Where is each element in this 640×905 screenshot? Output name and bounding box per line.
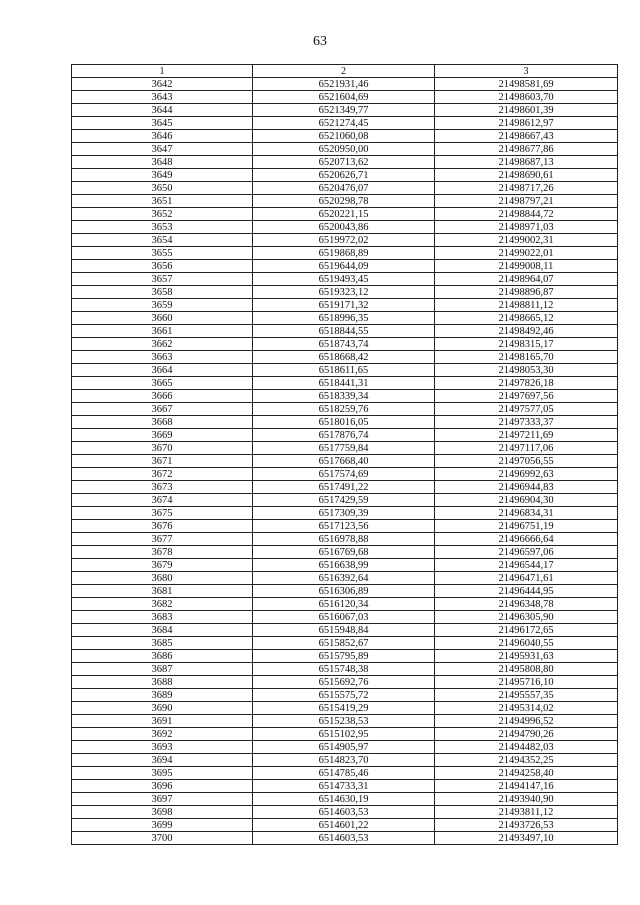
y-coordinate-cell: 21498811,12 bbox=[435, 299, 618, 312]
point-number-cell: 3655 bbox=[72, 247, 253, 260]
table-row bbox=[72, 468, 618, 481]
x-coordinate-cell: 6514603,53 bbox=[253, 806, 435, 819]
x-coordinate-cell: 6516392,64 bbox=[253, 572, 435, 585]
y-coordinate-cell: 21493497,10 bbox=[435, 832, 618, 845]
table-row bbox=[72, 832, 618, 845]
table-row bbox=[72, 806, 618, 819]
y-coordinate-cell: 21498964,07 bbox=[435, 273, 618, 286]
table-row bbox=[72, 143, 618, 156]
y-coordinate-cell: 21498315,17 bbox=[435, 338, 618, 351]
x-coordinate-cell: 6521604,69 bbox=[253, 91, 435, 104]
x-coordinate-cell: 6521349,77 bbox=[253, 104, 435, 117]
y-coordinate-cell: 21495931,63 bbox=[435, 650, 618, 663]
x-coordinate-cell: 6514601,22 bbox=[253, 819, 435, 832]
point-number-cell: 3697 bbox=[72, 793, 253, 806]
x-coordinate-cell: 6521060,08 bbox=[253, 130, 435, 143]
y-coordinate-cell: 21493811,12 bbox=[435, 806, 618, 819]
point-number-cell: 3686 bbox=[72, 650, 253, 663]
table-row bbox=[72, 715, 618, 728]
x-coordinate-cell: 6518668,42 bbox=[253, 351, 435, 364]
x-coordinate-cell: 6520476,07 bbox=[253, 182, 435, 195]
x-coordinate-cell: 6516120,34 bbox=[253, 598, 435, 611]
table-row bbox=[72, 195, 618, 208]
table-row bbox=[72, 429, 618, 442]
table-row bbox=[72, 104, 618, 117]
page-number: 63 bbox=[313, 34, 327, 49]
table-row bbox=[72, 481, 618, 494]
x-coordinate-cell: 6516638,99 bbox=[253, 559, 435, 572]
table-row bbox=[72, 91, 618, 104]
table-row bbox=[72, 312, 618, 325]
y-coordinate-cell: 21497117,06 bbox=[435, 442, 618, 455]
point-number-cell: 3668 bbox=[72, 416, 253, 429]
column-header-1: 1 bbox=[72, 65, 253, 78]
y-coordinate-cell: 21499008,11 bbox=[435, 260, 618, 273]
table-row bbox=[72, 208, 618, 221]
table-row bbox=[72, 364, 618, 377]
x-coordinate-cell: 6519323,12 bbox=[253, 286, 435, 299]
table-row bbox=[72, 78, 618, 91]
point-number-cell: 3648 bbox=[72, 156, 253, 169]
point-number-cell: 3652 bbox=[72, 208, 253, 221]
y-coordinate-cell: 21495314,02 bbox=[435, 702, 618, 715]
point-number-cell: 3671 bbox=[72, 455, 253, 468]
point-number-cell: 3662 bbox=[72, 338, 253, 351]
table-row bbox=[72, 338, 618, 351]
table-row bbox=[72, 299, 618, 312]
table-row bbox=[72, 702, 618, 715]
table-row bbox=[72, 403, 618, 416]
table-row bbox=[72, 663, 618, 676]
table-row bbox=[72, 416, 618, 429]
table-header-row bbox=[72, 65, 618, 78]
x-coordinate-cell: 6517309,39 bbox=[253, 507, 435, 520]
y-coordinate-cell: 21498053,30 bbox=[435, 364, 618, 377]
y-coordinate-cell: 21498581,69 bbox=[435, 78, 618, 91]
x-coordinate-cell: 6518743,74 bbox=[253, 338, 435, 351]
point-number-cell: 3696 bbox=[72, 780, 253, 793]
point-number-cell: 3698 bbox=[72, 806, 253, 819]
point-number-cell: 3687 bbox=[72, 663, 253, 676]
x-coordinate-cell: 6515238,53 bbox=[253, 715, 435, 728]
table-row bbox=[72, 325, 618, 338]
x-coordinate-cell: 6519644,09 bbox=[253, 260, 435, 273]
point-number-cell: 3670 bbox=[72, 442, 253, 455]
x-coordinate-cell: 6515948,84 bbox=[253, 624, 435, 637]
point-number-cell: 3684 bbox=[72, 624, 253, 637]
table-row bbox=[72, 741, 618, 754]
y-coordinate-cell: 21498601,39 bbox=[435, 104, 618, 117]
y-coordinate-cell: 21496904,30 bbox=[435, 494, 618, 507]
x-coordinate-cell: 6515748,38 bbox=[253, 663, 435, 676]
point-number-cell: 3669 bbox=[72, 429, 253, 442]
y-coordinate-cell: 21494996,52 bbox=[435, 715, 618, 728]
x-coordinate-cell: 6514603,53 bbox=[253, 832, 435, 845]
x-coordinate-cell: 6515795,89 bbox=[253, 650, 435, 663]
x-coordinate-cell: 6515575,72 bbox=[253, 689, 435, 702]
point-number-cell: 3674 bbox=[72, 494, 253, 507]
y-coordinate-cell: 21498896,87 bbox=[435, 286, 618, 299]
table-row bbox=[72, 624, 618, 637]
point-number-cell: 3675 bbox=[72, 507, 253, 520]
x-coordinate-cell: 6516978,88 bbox=[253, 533, 435, 546]
table-row bbox=[72, 169, 618, 182]
y-coordinate-cell: 21497211,69 bbox=[435, 429, 618, 442]
point-number-cell: 3645 bbox=[72, 117, 253, 130]
point-number-cell: 3700 bbox=[72, 832, 253, 845]
y-coordinate-cell: 21499002,31 bbox=[435, 234, 618, 247]
table-row bbox=[72, 351, 618, 364]
table-row bbox=[72, 676, 618, 689]
table-row bbox=[72, 182, 618, 195]
x-coordinate-cell: 6518016,05 bbox=[253, 416, 435, 429]
point-number-cell: 3677 bbox=[72, 533, 253, 546]
y-coordinate-cell: 21498612,97 bbox=[435, 117, 618, 130]
x-coordinate-cell: 6518611,65 bbox=[253, 364, 435, 377]
x-coordinate-cell: 6519868,89 bbox=[253, 247, 435, 260]
point-number-cell: 3643 bbox=[72, 91, 253, 104]
x-coordinate-cell: 6520950,00 bbox=[253, 143, 435, 156]
y-coordinate-cell: 21493726,53 bbox=[435, 819, 618, 832]
table-row bbox=[72, 767, 618, 780]
y-coordinate-cell: 21495557,35 bbox=[435, 689, 618, 702]
y-coordinate-cell: 21494790,26 bbox=[435, 728, 618, 741]
y-coordinate-cell: 21498665,12 bbox=[435, 312, 618, 325]
y-coordinate-cell: 21496544,17 bbox=[435, 559, 618, 572]
point-number-cell: 3642 bbox=[72, 78, 253, 91]
table-row bbox=[72, 598, 618, 611]
table-row bbox=[72, 234, 618, 247]
point-number-cell: 3667 bbox=[72, 403, 253, 416]
y-coordinate-cell: 21496666,64 bbox=[435, 533, 618, 546]
table-row bbox=[72, 520, 618, 533]
y-coordinate-cell: 21494147,16 bbox=[435, 780, 618, 793]
point-number-cell: 3676 bbox=[72, 520, 253, 533]
point-number-cell: 3653 bbox=[72, 221, 253, 234]
x-coordinate-cell: 6515692,76 bbox=[253, 676, 435, 689]
table-row bbox=[72, 533, 618, 546]
table-row bbox=[72, 377, 618, 390]
y-coordinate-cell: 21497333,37 bbox=[435, 416, 618, 429]
y-coordinate-cell: 21498492,46 bbox=[435, 325, 618, 338]
y-coordinate-cell: 21496444,95 bbox=[435, 585, 618, 598]
y-coordinate-cell: 21498667,43 bbox=[435, 130, 618, 143]
y-coordinate-cell: 21498603,70 bbox=[435, 91, 618, 104]
point-number-cell: 3666 bbox=[72, 390, 253, 403]
x-coordinate-cell: 6519171,32 bbox=[253, 299, 435, 312]
y-coordinate-cell: 21495716,10 bbox=[435, 676, 618, 689]
table-row bbox=[72, 260, 618, 273]
x-coordinate-cell: 6516769,68 bbox=[253, 546, 435, 559]
point-number-cell: 3657 bbox=[72, 273, 253, 286]
x-coordinate-cell: 6514905,97 bbox=[253, 741, 435, 754]
point-number-cell: 3650 bbox=[72, 182, 253, 195]
x-coordinate-cell: 6520713,62 bbox=[253, 156, 435, 169]
y-coordinate-cell: 21496040,55 bbox=[435, 637, 618, 650]
y-coordinate-cell: 21496751,19 bbox=[435, 520, 618, 533]
y-coordinate-cell: 21496944,83 bbox=[435, 481, 618, 494]
point-number-cell: 3691 bbox=[72, 715, 253, 728]
point-number-cell: 3672 bbox=[72, 468, 253, 481]
point-number-cell: 3680 bbox=[72, 572, 253, 585]
x-coordinate-cell: 6518339,34 bbox=[253, 390, 435, 403]
table-row bbox=[72, 273, 618, 286]
table-row bbox=[72, 650, 618, 663]
table-row bbox=[72, 689, 618, 702]
x-coordinate-cell: 6520298,78 bbox=[253, 195, 435, 208]
table-row bbox=[72, 637, 618, 650]
x-coordinate-cell: 6519493,45 bbox=[253, 273, 435, 286]
table-row bbox=[72, 221, 618, 234]
x-coordinate-cell: 6520221,15 bbox=[253, 208, 435, 221]
point-number-cell: 3660 bbox=[72, 312, 253, 325]
point-number-cell: 3695 bbox=[72, 767, 253, 780]
table-row bbox=[72, 728, 618, 741]
table-row bbox=[72, 546, 618, 559]
coordinates-table bbox=[71, 64, 618, 845]
point-number-cell: 3678 bbox=[72, 546, 253, 559]
point-number-cell: 3663 bbox=[72, 351, 253, 364]
point-number-cell: 3692 bbox=[72, 728, 253, 741]
table-row bbox=[72, 494, 618, 507]
x-coordinate-cell: 6518259,76 bbox=[253, 403, 435, 416]
point-number-cell: 3665 bbox=[72, 377, 253, 390]
y-coordinate-cell: 21498971,03 bbox=[435, 221, 618, 234]
point-number-cell: 3644 bbox=[72, 104, 253, 117]
point-number-cell: 3683 bbox=[72, 611, 253, 624]
point-number-cell: 3673 bbox=[72, 481, 253, 494]
x-coordinate-cell: 6518996,35 bbox=[253, 312, 435, 325]
point-number-cell: 3647 bbox=[72, 143, 253, 156]
point-number-cell: 3681 bbox=[72, 585, 253, 598]
x-coordinate-cell: 6520626,71 bbox=[253, 169, 435, 182]
point-number-cell: 3694 bbox=[72, 754, 253, 767]
table-row bbox=[72, 793, 618, 806]
y-coordinate-cell: 21496348,78 bbox=[435, 598, 618, 611]
table-row bbox=[72, 286, 618, 299]
y-coordinate-cell: 21497826,18 bbox=[435, 377, 618, 390]
point-number-cell: 3679 bbox=[72, 559, 253, 572]
y-coordinate-cell: 21495808,80 bbox=[435, 663, 618, 676]
x-coordinate-cell: 6517876,74 bbox=[253, 429, 435, 442]
table-row bbox=[72, 611, 618, 624]
point-number-cell: 3699 bbox=[72, 819, 253, 832]
y-coordinate-cell: 21498690,61 bbox=[435, 169, 618, 182]
x-coordinate-cell: 6514823,70 bbox=[253, 754, 435, 767]
y-coordinate-cell: 21497697,56 bbox=[435, 390, 618, 403]
table-row bbox=[72, 585, 618, 598]
y-coordinate-cell: 21496471,61 bbox=[435, 572, 618, 585]
table-row bbox=[72, 390, 618, 403]
y-coordinate-cell: 21494352,25 bbox=[435, 754, 618, 767]
x-coordinate-cell: 6517668,40 bbox=[253, 455, 435, 468]
table-row bbox=[72, 247, 618, 260]
point-number-cell: 3658 bbox=[72, 286, 253, 299]
x-coordinate-cell: 6515852,67 bbox=[253, 637, 435, 650]
table-row bbox=[72, 572, 618, 585]
table-row bbox=[72, 156, 618, 169]
x-coordinate-cell: 6515102,95 bbox=[253, 728, 435, 741]
point-number-cell: 3654 bbox=[72, 234, 253, 247]
x-coordinate-cell: 6521931,46 bbox=[253, 78, 435, 91]
y-coordinate-cell: 21493940,90 bbox=[435, 793, 618, 806]
y-coordinate-cell: 21498797,21 bbox=[435, 195, 618, 208]
table-row bbox=[72, 559, 618, 572]
y-coordinate-cell: 21498717,26 bbox=[435, 182, 618, 195]
x-coordinate-cell: 6517491,22 bbox=[253, 481, 435, 494]
y-coordinate-cell: 21499022,01 bbox=[435, 247, 618, 260]
x-coordinate-cell: 6520043,86 bbox=[253, 221, 435, 234]
x-coordinate-cell: 6514630,19 bbox=[253, 793, 435, 806]
x-coordinate-cell: 6516067,03 bbox=[253, 611, 435, 624]
point-number-cell: 3661 bbox=[72, 325, 253, 338]
y-coordinate-cell: 21496305,90 bbox=[435, 611, 618, 624]
table-row bbox=[72, 455, 618, 468]
y-coordinate-cell: 21498844,72 bbox=[435, 208, 618, 221]
y-coordinate-cell: 21494482,03 bbox=[435, 741, 618, 754]
point-number-cell: 3656 bbox=[72, 260, 253, 273]
y-coordinate-cell: 21496597,06 bbox=[435, 546, 618, 559]
y-coordinate-cell: 21496992,63 bbox=[435, 468, 618, 481]
y-coordinate-cell: 21498677,86 bbox=[435, 143, 618, 156]
x-coordinate-cell: 6516306,89 bbox=[253, 585, 435, 598]
x-coordinate-cell: 6517574,69 bbox=[253, 468, 435, 481]
point-number-cell: 3688 bbox=[72, 676, 253, 689]
x-coordinate-cell: 6514785,46 bbox=[253, 767, 435, 780]
point-number-cell: 3659 bbox=[72, 299, 253, 312]
point-number-cell: 3649 bbox=[72, 169, 253, 182]
point-number-cell: 3685 bbox=[72, 637, 253, 650]
table-row bbox=[72, 819, 618, 832]
point-number-cell: 3689 bbox=[72, 689, 253, 702]
point-number-cell: 3682 bbox=[72, 598, 253, 611]
point-number-cell: 3690 bbox=[72, 702, 253, 715]
y-coordinate-cell: 21497577,05 bbox=[435, 403, 618, 416]
point-number-cell: 3693 bbox=[72, 741, 253, 754]
x-coordinate-cell: 6518844,55 bbox=[253, 325, 435, 338]
y-coordinate-cell: 21496172,65 bbox=[435, 624, 618, 637]
point-number-cell: 3646 bbox=[72, 130, 253, 143]
point-number-cell: 3651 bbox=[72, 195, 253, 208]
x-coordinate-cell: 6517759,84 bbox=[253, 442, 435, 455]
x-coordinate-cell: 6517123,56 bbox=[253, 520, 435, 533]
table-row bbox=[72, 507, 618, 520]
column-header-3: 3 bbox=[435, 65, 618, 78]
y-coordinate-cell: 21498165,70 bbox=[435, 351, 618, 364]
x-coordinate-cell: 6519972,02 bbox=[253, 234, 435, 247]
point-number-cell: 3664 bbox=[72, 364, 253, 377]
table-row bbox=[72, 130, 618, 143]
x-coordinate-cell: 6517429,59 bbox=[253, 494, 435, 507]
table-row bbox=[72, 754, 618, 767]
x-coordinate-cell: 6514733,31 bbox=[253, 780, 435, 793]
table-body bbox=[72, 78, 618, 845]
y-coordinate-cell: 21494258,40 bbox=[435, 767, 618, 780]
table-row bbox=[72, 780, 618, 793]
x-coordinate-cell: 6515419,29 bbox=[253, 702, 435, 715]
y-coordinate-cell: 21498687,13 bbox=[435, 156, 618, 169]
x-coordinate-cell: 6518441,31 bbox=[253, 377, 435, 390]
table-row bbox=[72, 117, 618, 130]
column-header-2: 2 bbox=[253, 65, 435, 78]
y-coordinate-cell: 21496834,31 bbox=[435, 507, 618, 520]
y-coordinate-cell: 21497056,55 bbox=[435, 455, 618, 468]
x-coordinate-cell: 6521274,45 bbox=[253, 117, 435, 130]
table-row bbox=[72, 442, 618, 455]
